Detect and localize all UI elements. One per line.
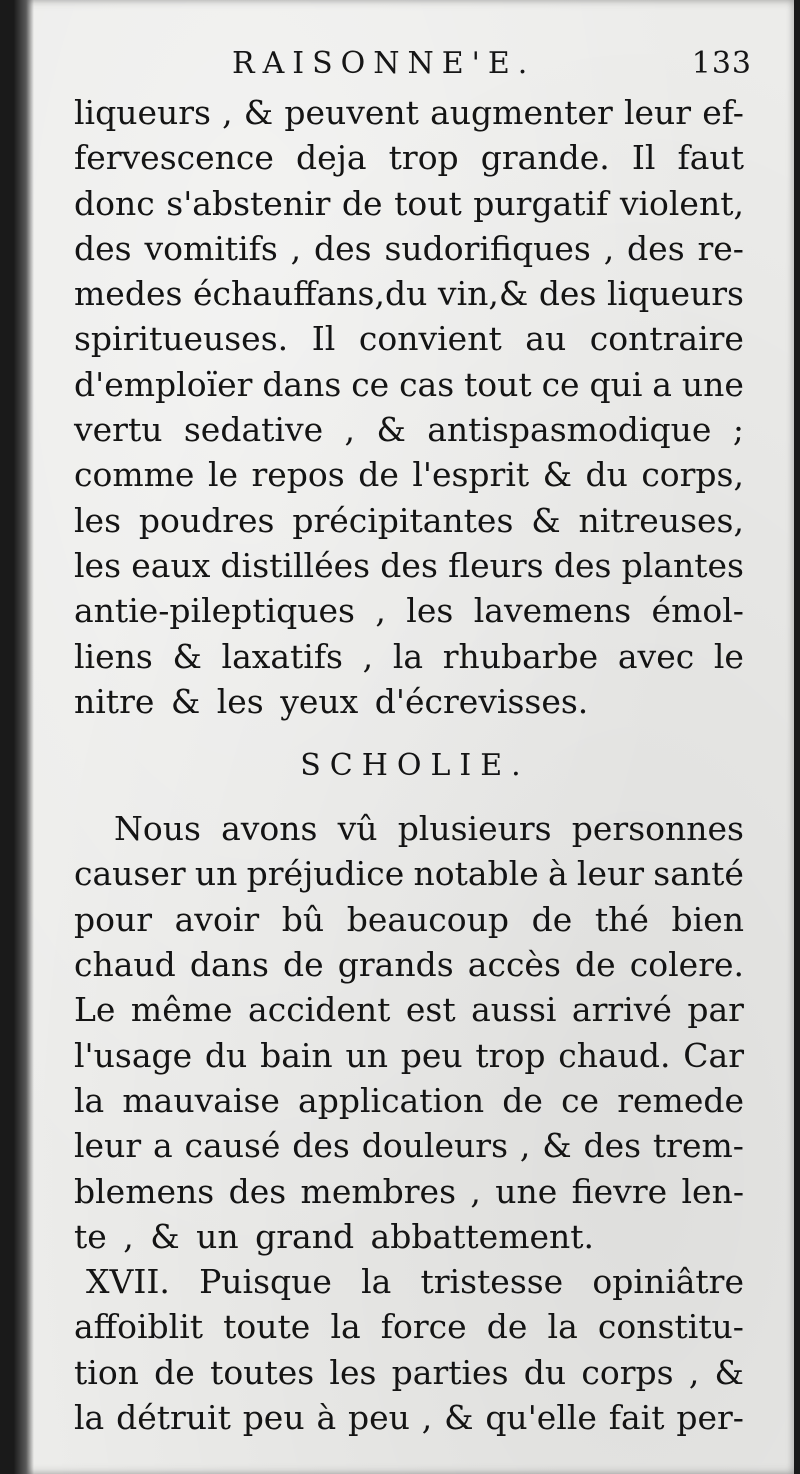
text-line: les eaux distillées des fleurs des plantes (74, 545, 744, 585)
text-line: les poudres précipitantes & nitreuses, (74, 500, 744, 540)
body-text (74, 90, 744, 1440)
section-heading-scholie: SCHOLIE. (300, 748, 530, 784)
text-line: la détruit peu à peu , & qu'elle fait per- (74, 1398, 744, 1438)
text-line: XVII. Puisque la tristesse opiniâtre (86, 1262, 744, 1302)
running-title: RAISONNE'E. (232, 46, 536, 81)
running-head (74, 46, 754, 90)
text-line: medes échauffans,du vin,& des liqueurs (74, 274, 744, 314)
text-line: liens & laxatifs , la rhubarbe avec le (74, 636, 744, 676)
text-line: Le même accident est aussi arrivé par (74, 990, 744, 1030)
text-line: nitre & les yeux d'écrevisses. (74, 681, 589, 721)
text-line: Nous avons vû plusieurs personnes (114, 809, 744, 849)
text-line: te , & un grand abbattement. (74, 1216, 595, 1256)
text-line: la mauvaise application de ce remede (74, 1080, 744, 1120)
paragraph-1 (74, 90, 744, 724)
text-line: pour avoir bû beaucoup de thé bien (74, 899, 744, 939)
text-line: tion de toutes les parties du corps , & (74, 1352, 744, 1392)
text-line: chaud dans de grands accès de colere. (74, 945, 744, 985)
text-line: blemens des membres , une fievre len- (74, 1171, 744, 1211)
text-line: leur a causé des douleurs , & des trem- (74, 1126, 744, 1166)
text-line: fervescence deja trop grande. Il faut (74, 138, 744, 178)
book-page (14, 0, 794, 1474)
paragraph-scholie (74, 806, 744, 1259)
text-line: vertu sedative , & antispasmodique ; (74, 410, 744, 450)
text-line: donc s'abstenir de tout purgatif violent, (74, 183, 744, 223)
text-line: antie-pileptiques , les lavemens émol- (74, 591, 744, 631)
text-line: liqueurs , & peuvent augmenter leur ef- (74, 93, 744, 132)
text-line: d'emploïer dans ce cas tout ce qui a une (74, 364, 744, 404)
page-number: 133 (691, 46, 752, 81)
binding-shadow (14, 0, 34, 1474)
text-line: causer un préjudice notable à leur santé (74, 854, 744, 894)
paragraph-xvii (74, 1259, 744, 1440)
text-line: affoiblit toute la force de la constitu- (74, 1307, 744, 1347)
text-line: comme le repos de l'esprit & du corps, (74, 455, 744, 495)
text-line: des vomitifs , des sudorifiques , des re- (74, 228, 744, 268)
text-line: l'usage du bain un peu trop chaud. Car (74, 1035, 744, 1075)
text-line: spiritueuses. Il convient au contraire (74, 319, 744, 359)
